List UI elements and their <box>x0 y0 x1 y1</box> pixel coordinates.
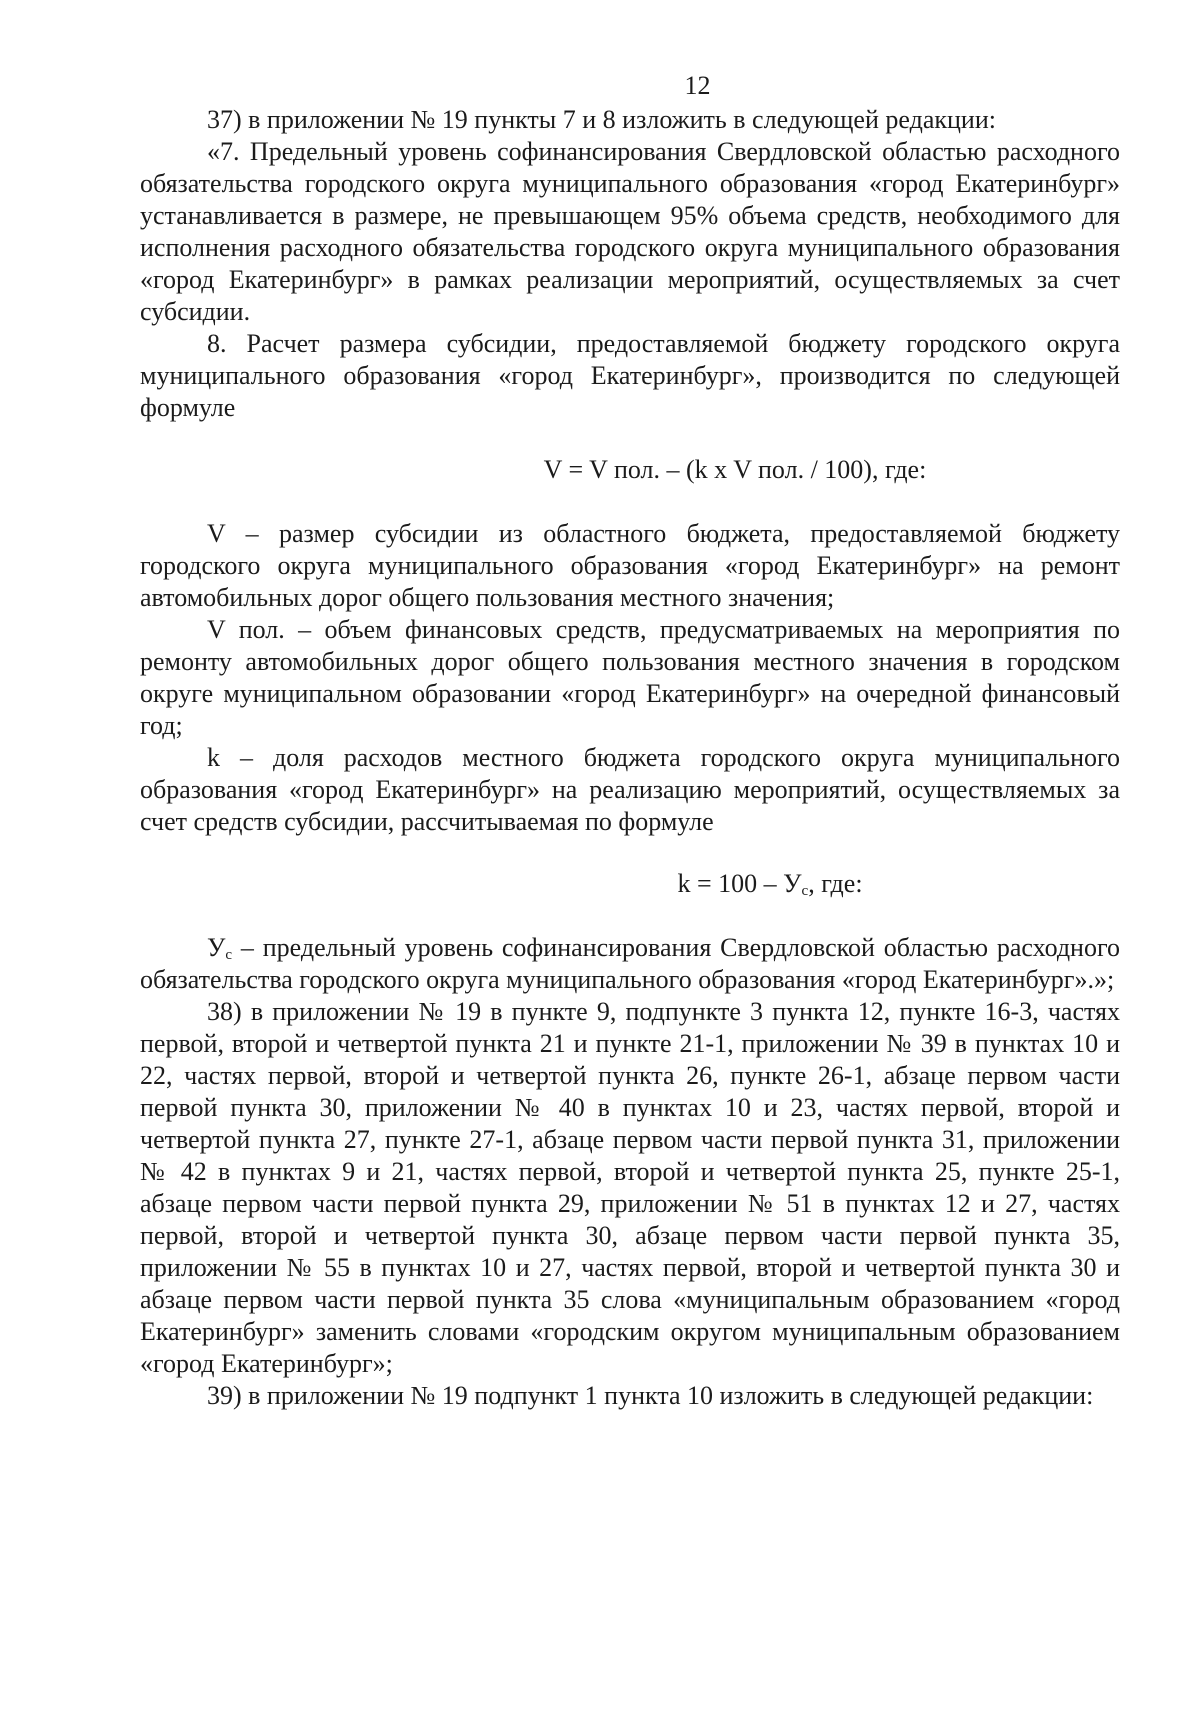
page-number: 12 <box>684 71 711 100</box>
paragraph-item-7: «7. Предельный уровень софинансирования Свердловской областью расходного обязательства городского округа муниципального образования «город Екатеринбург» устанавливается в размере, не превышающем 95% объема средств, необходимого для исполнения расходного обязательства городского округа муниципального образования «город Екатеринбург» в рамках реализации мероприятий, осуществляемых за счет субсидии. <box>140 137 1120 326</box>
definition-uc-text: – предельный уровень софинансирования Свердловской областью расходного обязательства городского округа муниципального образования «город Екатеринбург».»; <box>140 933 1120 994</box>
formula-v: V = V пол. – (k x V пол. / 100), где: <box>543 455 927 484</box>
definition-uc-symbol: У <box>207 933 226 962</box>
definition-uc <box>140 932 1120 996</box>
formula-k-prefix: k = 100 – У <box>677 869 802 898</box>
formula-k <box>140 838 1120 932</box>
definition-v: V – размер субсидии из областного бюджета, предоставляемой бюджету городского округа муниципального образования «город Екатеринбург» на ремонт автомобильных дорог общего пользования местного значения; <box>140 519 1120 612</box>
paragraph-item-8: 8. Расчет размера субсидии, предоставляемой бюджету городского округа муниципального образования «город Екатеринбург», производится по следующей формуле <box>140 329 1120 422</box>
formula-k-suffix: , где: <box>808 869 863 898</box>
definition-uc-subscript: с <box>225 947 233 963</box>
document-page <box>140 70 1120 1412</box>
paragraph-37: 37) в приложении № 19 пункты 7 и 8 изложить в следующей редакции: <box>207 105 996 134</box>
paragraph-38: 38) в приложении № 19 в пункте 9, подпункте 3 пункта 12, пункте 16-3, частях первой, второй и четвертой пункта 21 и пункте 21-1, приложении № 39 в пунктах 10 и 22, частях первой, второй и четвертой пункта 26, пункте 26-1, абзаце первом части первой пункта 30, приложении № 40 в пунктах 10 и 23, частях первой, второй и четвертой пункта 27, пункте 27-1, абзаце первом части первой пункта 31, приложении № 42 в пунктах 9 и 21, частях первой, второй и четвертой пункта 25, пункте 25-1, абзаце первом части первой пункта 29, приложении № 51 в пунктах 12 и 27, частях первой, второй и четвертой пункта 30, абзаце первом части первой пункта 35, приложении № 55 в пунктах 10 и 27, частях первой, второй и четвертой пункта 30 и абзаце первом части первой пункта 35 слова «муниципальным образованием «город Екатеринбург» заменить словами «городским округом муниципальным образованием «город Екатеринбург»; <box>140 997 1120 1378</box>
definition-k: k – доля расходов местного бюджета городского округа муниципального образования «город Екатеринбург» на реализацию мероприятий, осуществляемых за счет средств субсидии, рассчитываемая по формуле <box>140 743 1120 836</box>
definition-v-pol: V пол. – объем финансовых средств, предусматриваемых на мероприятия по ремонту автомобильных дорог общего пользования местного значения в городском округе муниципальном образовании «город Екатеринбург» на очередной финансовый год; <box>140 615 1120 740</box>
formula-k-subscript: с <box>801 883 809 899</box>
paragraph-39: 39) в приложении № 19 подпункт 1 пункта 10 изложить в следующей редакции: <box>207 1381 1094 1410</box>
